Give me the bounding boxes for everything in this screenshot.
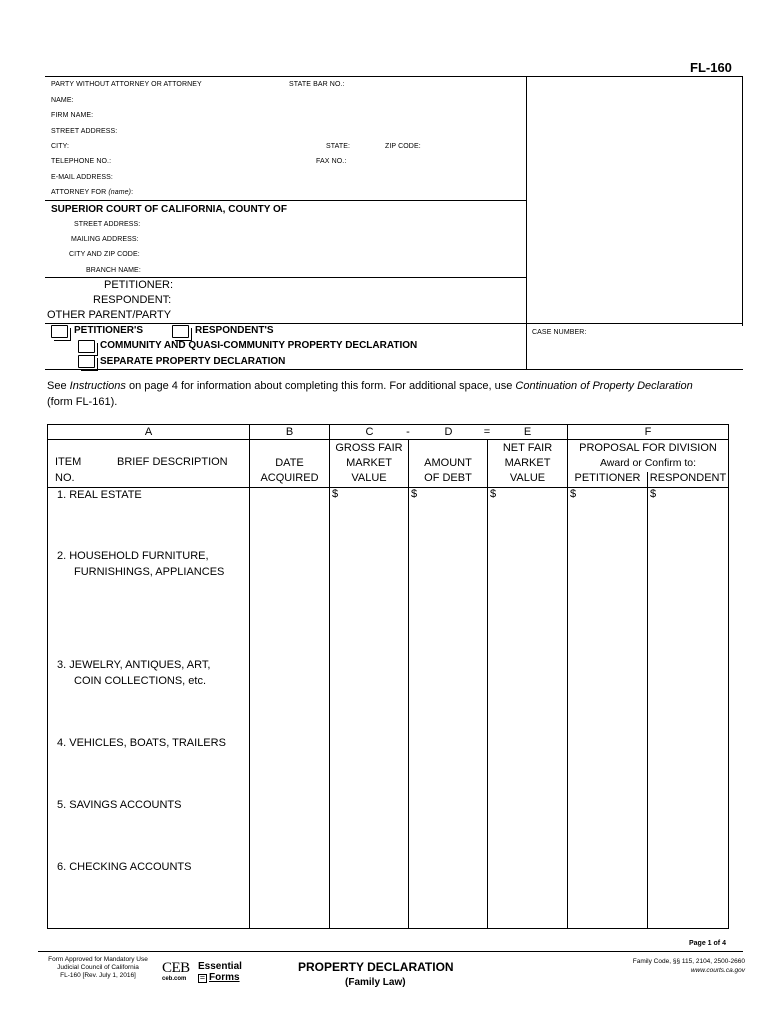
row-label: 1. REAL ESTATE: [57, 489, 142, 501]
table-header-line: [47, 487, 729, 488]
respondent-label: RESPONDENT:: [93, 294, 172, 306]
row-label: 4. VEHICLES, BOATS, TRAILERS: [57, 737, 226, 749]
respondents-checkbox[interactable]: [172, 325, 189, 338]
table-col-line-5: [567, 424, 568, 929]
header-item: ITEM: [55, 456, 82, 468]
header-gross-1: GROSS FAIR: [335, 442, 403, 454]
telephone-label: TELEPHONE NO.:: [51, 158, 112, 165]
dollar-debt: $: [411, 488, 418, 500]
table-col-line-6: [647, 472, 648, 929]
dollar-net: $: [490, 488, 497, 500]
col-letter-e: E: [523, 426, 532, 438]
row-label: 6. CHECKING ACCOUNTS: [57, 861, 192, 873]
table-bottom-border: [47, 928, 729, 929]
table-row: [57, 548, 224, 580]
forms-logo: Forms: [209, 972, 240, 983]
essential-logo: Essential: [198, 961, 242, 972]
form-approved-block: Form Approved for Mandatory Use Judicial Council of California FL-160 [Rev. July 1, 2016]: [48, 956, 148, 979]
col-letter-a: A: [144, 426, 153, 438]
header-award: Award or Confirm to:: [599, 457, 697, 469]
col-letter-b: B: [285, 426, 294, 438]
court-city-zip-label: CITY AND ZIP CODE:: [69, 251, 140, 258]
state-label: STATE:: [326, 143, 351, 150]
page-number: Page 1 of 4: [689, 940, 726, 947]
family-code-ref: Family Code, §§ 115, 2104, 2500-2660: [632, 958, 745, 965]
header-net-2: MARKET: [504, 457, 551, 469]
table-row: [57, 657, 210, 689]
party-label: PARTY WITHOUT ATTORNEY OR ATTORNEY: [51, 81, 202, 88]
courts-url: www.courts.ca.gov: [690, 967, 745, 974]
zip-code-label: ZIP CODE:: [385, 143, 421, 150]
petitioners-checkbox[interactable]: [51, 325, 68, 338]
instructions-text: See Instructions on page 4 for information about completing this form. For additional space, use Continuation of Property Declaration (form FL-161).: [47, 380, 693, 408]
row-label-cont: COIN COLLECTIONS, etc.: [74, 675, 207, 687]
col-letter-c: C: [365, 426, 374, 438]
table-col-line-0: [47, 424, 48, 929]
row-label: 2. HOUSEHOLD FURNITURE,: [57, 550, 209, 562]
header-net-1: NET FAIR: [502, 442, 553, 454]
ceb-com: ceb.com: [162, 976, 187, 982]
header-gross-2: MARKET: [346, 457, 392, 469]
caption-bottom-border: [45, 369, 743, 370]
city-label: CITY:: [51, 143, 70, 150]
separate-label: SEPARATE PROPERTY DECLARATION: [100, 356, 286, 367]
firm-name-label: FIRM NAME:: [51, 112, 94, 119]
table-col-line-1: [249, 424, 250, 929]
table-col-line-4: [487, 439, 488, 929]
caption-right-border: [742, 76, 743, 326]
header-acquired: ACQUIRED: [260, 472, 319, 484]
table-row: [57, 797, 182, 813]
header-date: DATE: [275, 457, 304, 469]
col-equals: =: [483, 426, 491, 438]
col-minus: -: [406, 426, 410, 438]
state-bar-label: STATE BAR NO.:: [289, 81, 345, 88]
court-branch-label: BRANCH NAME:: [86, 267, 141, 274]
community-checkbox[interactable]: [78, 340, 95, 353]
fax-label: FAX NO.:: [316, 158, 347, 165]
header-proposal: PROPOSAL FOR DIVISION: [579, 442, 717, 454]
dollar-gross: $: [332, 488, 339, 500]
forms-logo-icon: ☰: [199, 975, 206, 981]
ceb-logo: CEB: [162, 960, 190, 976]
header-amount-1: AMOUNT: [424, 457, 472, 469]
table-col-line-2: [329, 424, 330, 929]
court-title: SUPERIOR COURT OF CALIFORNIA, COUNTY OF: [51, 204, 287, 215]
header-amount-2: OF DEBT: [424, 472, 472, 484]
header-gross-3: VALUE: [351, 472, 387, 484]
parties-bottom-line: [45, 323, 743, 324]
table-row: [57, 487, 142, 503]
dollar-respondent: $: [650, 488, 657, 500]
row-label: 3. JEWELRY, ANTIQUES, ART,: [57, 659, 211, 671]
street-address-label: STREET ADDRESS:: [51, 128, 118, 135]
header-no: NO.: [55, 472, 75, 484]
attorney-for-label: ATTORNEY FOR (name):: [51, 189, 134, 196]
caption-top-border: [45, 76, 743, 77]
court-mailing-label: MAILING ADDRESS:: [71, 236, 139, 243]
caption-divider: [526, 76, 527, 370]
footer-rule: [38, 951, 743, 952]
row-label: 5. SAVINGS ACCOUNTS: [57, 799, 182, 811]
header-net-3: VALUE: [509, 472, 546, 484]
table-col-line-7: [728, 424, 729, 929]
court-street-label: STREET ADDRESS:: [74, 221, 141, 228]
name-label: NAME:: [51, 97, 74, 104]
respondents-label: RESPONDENT'S: [195, 325, 274, 336]
table-row: [57, 859, 191, 875]
header-petitioner: PETITIONER: [574, 472, 641, 484]
community-label: COMMUNITY AND QUASI-COMMUNITY PROPERTY DECLARATION: [100, 340, 418, 351]
header-respondent: RESPONDENT: [649, 472, 727, 484]
dollar-petitioner: $: [570, 488, 577, 500]
header-brief-description: BRIEF DESCRIPTION: [117, 456, 228, 468]
petitioners-label: PETITIONER'S: [74, 325, 144, 336]
email-label: E-MAIL ADDRESS:: [51, 174, 113, 181]
row-label-cont: FURNISHINGS, APPLIANCES: [74, 566, 225, 578]
petitioner-label: PETITIONER:: [104, 279, 174, 291]
separate-checkbox[interactable]: [78, 355, 95, 368]
other-party-label: OTHER PARENT/PARTY: [47, 309, 172, 321]
court-bottom-line: [45, 277, 527, 278]
attorney-bottom-line: [45, 200, 527, 201]
table-col-line-3: [408, 439, 409, 929]
case-number-label: CASE NUMBER:: [532, 329, 587, 336]
footer-title: PROPERTY DECLARATION: [298, 960, 454, 974]
table-row: [57, 735, 226, 751]
form-id: FL-160: [690, 60, 732, 75]
col-letter-f: F: [644, 426, 652, 438]
footer-subtitle: (Family Law): [345, 977, 406, 988]
col-letter-d: D: [444, 426, 453, 438]
